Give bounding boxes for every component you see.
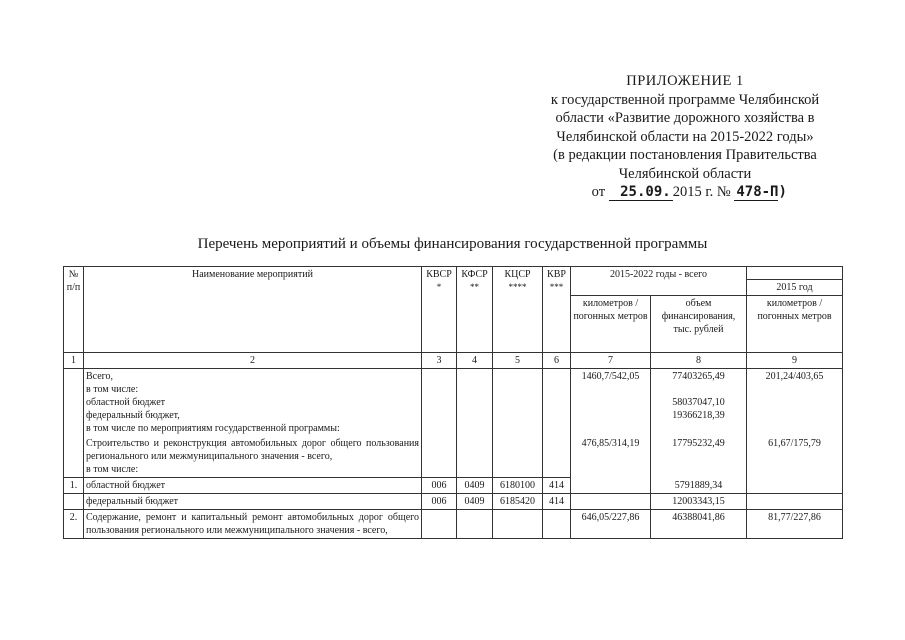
document-subtitle: Перечень мероприятий и объемы финансирования государственной программы — [197, 236, 708, 252]
event-1-regional-row — [64, 478, 843, 494]
kvsr-label: КВСР — [426, 269, 452, 280]
summary-kvr — [543, 369, 571, 478]
appendix-title: ПРИЛОЖЕНИЕ 1 — [626, 73, 744, 89]
kfsr-label: КФСР — [461, 269, 488, 280]
summary-km-cell — [571, 369, 651, 437]
total-2015: 201,24/403,65 — [765, 371, 824, 382]
regional-volume: 58037047,10 — [672, 397, 725, 408]
total-volume: 77403265,49 — [672, 371, 725, 382]
col-header-volume: объем финансирования, тыс. рублей — [651, 296, 747, 353]
summary-name-cell — [84, 369, 422, 437]
col-header-name: Наименование мероприятий — [84, 267, 422, 353]
col-header-km: километров / погонных метров — [571, 296, 651, 353]
col-num-2: 2 — [84, 353, 422, 369]
event-1-federal-2015 — [747, 494, 843, 510]
col-num-1: 1 — [64, 353, 84, 369]
kfsr-mark: ** — [470, 282, 479, 292]
event-2-name: Содержание, ремонт и капитальный ремонт автомобильных дорог общего пользования регионального или межмуниципального значения - всего, — [84, 510, 422, 539]
event-1-km2015: 61,67/175,79 — [768, 438, 821, 449]
event-2-km: 646,05/227,86 — [571, 510, 651, 539]
event-1-km-cell — [571, 436, 651, 478]
event-row-2 — [64, 510, 843, 539]
summary-kfsr — [457, 369, 493, 478]
appendix-header — [520, 72, 850, 202]
col-header-kcsr — [493, 267, 543, 353]
event-1-regional-kvr: 414 — [543, 478, 571, 494]
event-2-kvsr — [422, 510, 457, 539]
summary-kcsr — [493, 369, 543, 478]
col-num-4: 4 — [457, 353, 493, 369]
col-num-9: 9 — [747, 353, 843, 369]
event-1-regional-kvsr: 006 — [422, 478, 457, 494]
order-prefix: от — [591, 184, 606, 200]
event-2-kfsr — [457, 510, 493, 539]
order-date: 25.09. — [609, 185, 673, 201]
kcsr-label: КЦСР — [504, 269, 531, 280]
summary-volume-cell — [651, 369, 747, 437]
summary-row — [64, 369, 843, 437]
column-number-row — [64, 353, 843, 369]
col-num-5: 5 — [493, 353, 543, 369]
order-number: 478-П) — [736, 184, 787, 200]
summary-num-cell — [64, 369, 84, 478]
event-1-regional-2015 — [747, 478, 843, 494]
event-1-regional-kcsr: 6180100 — [493, 478, 543, 494]
header-line-4: (в редакции постановления Правительства — [553, 147, 817, 163]
col-header-2015: 2015 год — [747, 280, 843, 296]
event-1-federal-row — [64, 494, 843, 510]
event-1-num: 1. — [69, 480, 78, 491]
financing-table — [63, 266, 843, 539]
header-line-1: к государственной программе Челябинской — [550, 91, 820, 108]
federal-volume: 19366218,39 — [672, 410, 725, 421]
event-1-incl-label: в том числе: — [86, 464, 139, 475]
summary-2015-cell — [747, 369, 843, 437]
order-year: 2015 г. № — [672, 184, 731, 200]
by-events-label: в том числе по мероприятиям государственной программы: — [86, 423, 340, 434]
event-1-federal-kcsr: 6185420 — [493, 494, 543, 510]
event-1-federal-num — [64, 494, 84, 510]
event-1-federal-kvsr: 006 — [422, 494, 457, 510]
event-1-regional-volume: 5791889,34 — [651, 478, 747, 494]
kvsr-mark: * — [436, 282, 442, 292]
event-1-volume: 17795232,49 — [672, 438, 725, 449]
event-1-volume-cell — [651, 436, 747, 478]
col-num-7: 7 — [571, 353, 651, 369]
col-header-num: № п/п — [64, 267, 84, 353]
regional-label: областной бюджет — [86, 397, 166, 408]
event-2-num: 2. — [64, 510, 84, 539]
total-km: 1460,7/542,05 — [581, 371, 640, 382]
kvr-mark: *** — [549, 282, 564, 292]
col-num-8: 8 — [651, 353, 747, 369]
event-1-num-cell — [64, 478, 84, 494]
col-header-blank — [747, 267, 843, 280]
col-header-kvr — [543, 267, 571, 353]
col-header-kvsr — [422, 267, 457, 353]
col-header-total-period: 2015-2022 годы - всего — [571, 267, 747, 296]
event-2-km2015: 81,77/227,86 — [747, 510, 843, 539]
summary-kvsr — [422, 369, 457, 478]
event-1-2015-cell — [747, 436, 843, 478]
event-1-name: Строительство и реконструкция автомобильных дорог общего пользования регионального или межмуниципального значения - всего, — [86, 438, 419, 462]
header-line-5: Челябинской области — [618, 165, 752, 182]
header-line-3: Челябинской области на 2015-2022 годы» — [556, 128, 814, 145]
kvr-label: КВР — [547, 269, 566, 280]
federal-label: федеральный бюджет, — [86, 410, 180, 421]
event-1-federal-kfsr: 0409 — [457, 494, 493, 510]
event-1-regional-kfsr: 0409 — [457, 478, 493, 494]
incl-label: в том числе: — [86, 384, 139, 395]
event-2-kcsr — [493, 510, 543, 539]
col-header-kfsr — [457, 267, 493, 353]
total-label: Всего, — [86, 371, 114, 382]
event-1-name-cell — [84, 436, 422, 478]
event-2-kvr — [543, 510, 571, 539]
event-1-federal-km — [571, 494, 651, 510]
event-1-km: 476,85/314,19 — [581, 438, 640, 449]
col-num-3: 3 — [422, 353, 457, 369]
event-1-federal-label: федеральный бюджет — [84, 494, 422, 510]
event-1-regional-km — [571, 478, 651, 494]
event-1-federal-volume: 12003343,15 — [651, 494, 747, 510]
event-1-regional-label: областной бюджет — [84, 478, 422, 494]
col-num-6: 6 — [543, 353, 571, 369]
kcsr-mark: **** — [508, 282, 527, 292]
event-2-volume: 46388041,86 — [651, 510, 747, 539]
header-line-2: области «Развитие дорожного хозяйства в — [555, 110, 815, 126]
event-1-federal-kvr: 414 — [543, 494, 571, 510]
col-header-km-2015: километров / погонных метров — [747, 296, 843, 353]
table-header-row-1 — [64, 267, 843, 280]
resolution-reference — [520, 183, 850, 202]
